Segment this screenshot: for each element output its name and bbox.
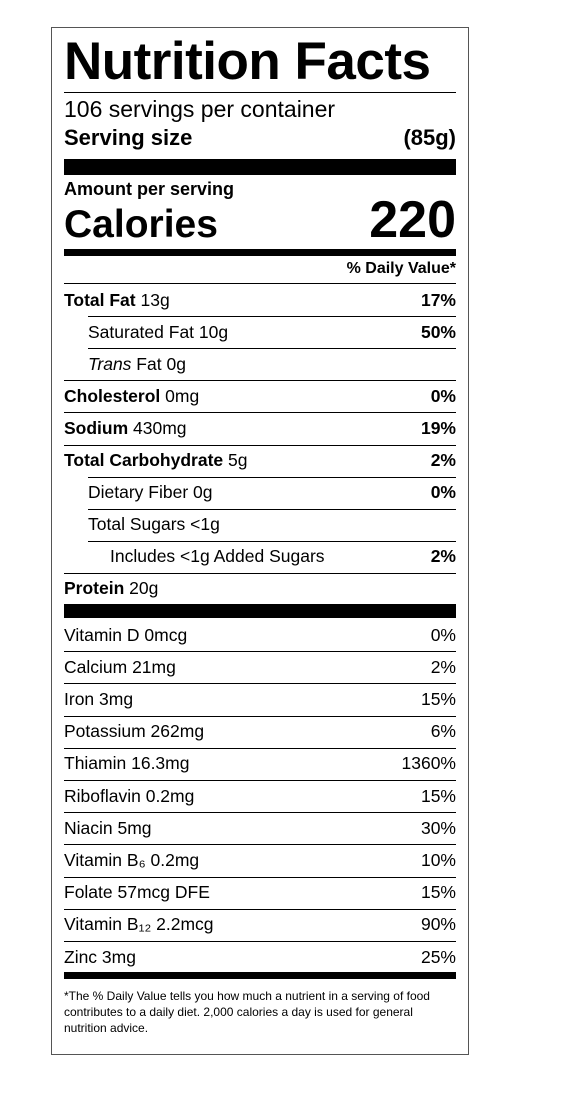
thick-divider: [64, 159, 456, 175]
vitamin-name: Thiamin 16.3mg: [64, 753, 190, 774]
nutrient-name: Total Sugars <1g: [88, 514, 220, 535]
nutrient-row: [88, 348, 456, 380]
vitamin-row: [64, 748, 456, 780]
vitamin-daily-value: 0%: [430, 624, 456, 645]
nutrient-row: [64, 284, 456, 316]
vitamin-row: [64, 683, 456, 715]
nutrient-row: [64, 573, 456, 605]
nutrient-name: Trans Fat 0g: [88, 353, 186, 374]
calories-row: [64, 191, 456, 249]
vitamin-name: Niacin 5mg: [64, 817, 152, 838]
vitamin-name: Folate 57mcg DFE: [64, 882, 210, 903]
thick-divider: [64, 604, 456, 618]
medium-divider: [64, 249, 456, 256]
footnote: *The % Daily Value tells you how much a nutrient in a serving of food contributes to a daily diet. 2,000 calories a day is used for general nutrition advice.: [64, 989, 430, 1035]
vitamin-row: [64, 812, 456, 844]
vitamin-daily-value: 90%: [420, 914, 456, 935]
nutrient-row: [64, 380, 456, 412]
nutrient-daily-value: 0%: [430, 482, 456, 503]
vitamin-daily-value: 2%: [430, 656, 456, 677]
servings-per-container: 106 servings per container: [64, 96, 336, 122]
nutrient-daily-value: 19%: [420, 417, 456, 438]
serving-size-row: [64, 125, 456, 151]
vitamin-name: Vitamin D 0mcg: [64, 624, 188, 645]
nutrient-daily-value: 17%: [420, 289, 456, 310]
nutrient-name: Total Carbohydrate 5g: [64, 450, 248, 470]
nutrient-row: [110, 541, 456, 573]
nutrient-row: [88, 316, 456, 348]
nutrient-daily-value: 2%: [430, 546, 456, 567]
calories-label: Calories: [64, 203, 218, 246]
vitamin-name: Vitamin B₆ 0.2mg: [64, 849, 200, 870]
vitamin-row: [64, 651, 456, 683]
vitamin-daily-value: 10%: [420, 849, 456, 870]
nutrient-row: [88, 477, 456, 509]
nutrient-daily-value: 50%: [420, 321, 456, 342]
nutrient-row: [64, 412, 456, 444]
calories-value: 220: [369, 191, 456, 249]
vitamin-row: [64, 909, 456, 941]
vitamin-row: [64, 780, 456, 812]
vitamin-row: [64, 619, 456, 651]
amount-per-serving: Amount per serving: [64, 179, 235, 199]
nutrient-daily-value: 2%: [430, 450, 456, 470]
daily-value-header: % Daily Value*: [346, 260, 456, 277]
vitamin-daily-value: 15%: [420, 688, 456, 709]
nutrient-row: [64, 445, 456, 477]
nutrient-name: Cholesterol 0mg: [64, 385, 200, 406]
vitamin-name: Riboflavin 0.2mg: [64, 785, 195, 806]
vitamin-name: Vitamin B₁₂ 2.2mcg: [64, 914, 214, 935]
serving-size-label: Serving size: [64, 125, 193, 150]
vitamin-row: [64, 877, 456, 909]
vitamin-row: [64, 844, 456, 876]
nutrient-name: Total Fat 13g: [64, 289, 170, 310]
vitamin-daily-value: 15%: [420, 882, 456, 903]
vitamin-name: Iron 3mg: [64, 688, 134, 709]
vitamin-daily-value: 30%: [420, 817, 456, 838]
vitamin-name: Zinc 3mg: [64, 946, 136, 967]
nutrient-name: Includes <1g Added Sugars: [110, 546, 325, 567]
nutrient-row: [88, 509, 456, 541]
nutrition-facts-label: [51, 27, 469, 1055]
label-title: Nutrition Facts: [64, 32, 431, 91]
divider: [64, 92, 456, 93]
nutrient-name: Protein 20g: [64, 578, 159, 599]
nutrient-name: Dietary Fiber 0g: [88, 482, 213, 503]
vitamin-row: [64, 941, 456, 973]
vitamin-daily-value: 6%: [430, 721, 456, 742]
vitamin-name: Potassium 262mg: [64, 721, 205, 742]
vitamin-row: [64, 716, 456, 748]
nutrient-name: Saturated Fat 10g: [88, 321, 229, 342]
vitamin-daily-value: 1360%: [401, 753, 456, 774]
serving-size-value: (85g): [403, 125, 456, 150]
vitamin-daily-value: 25%: [420, 946, 456, 967]
nutrient-name: Sodium 430mg: [64, 417, 187, 438]
vitamin-daily-value: 15%: [420, 785, 456, 806]
vitamin-name: Calcium 21mg: [64, 656, 176, 677]
medium-divider: [64, 972, 456, 979]
nutrient-daily-value: 0%: [430, 385, 456, 406]
